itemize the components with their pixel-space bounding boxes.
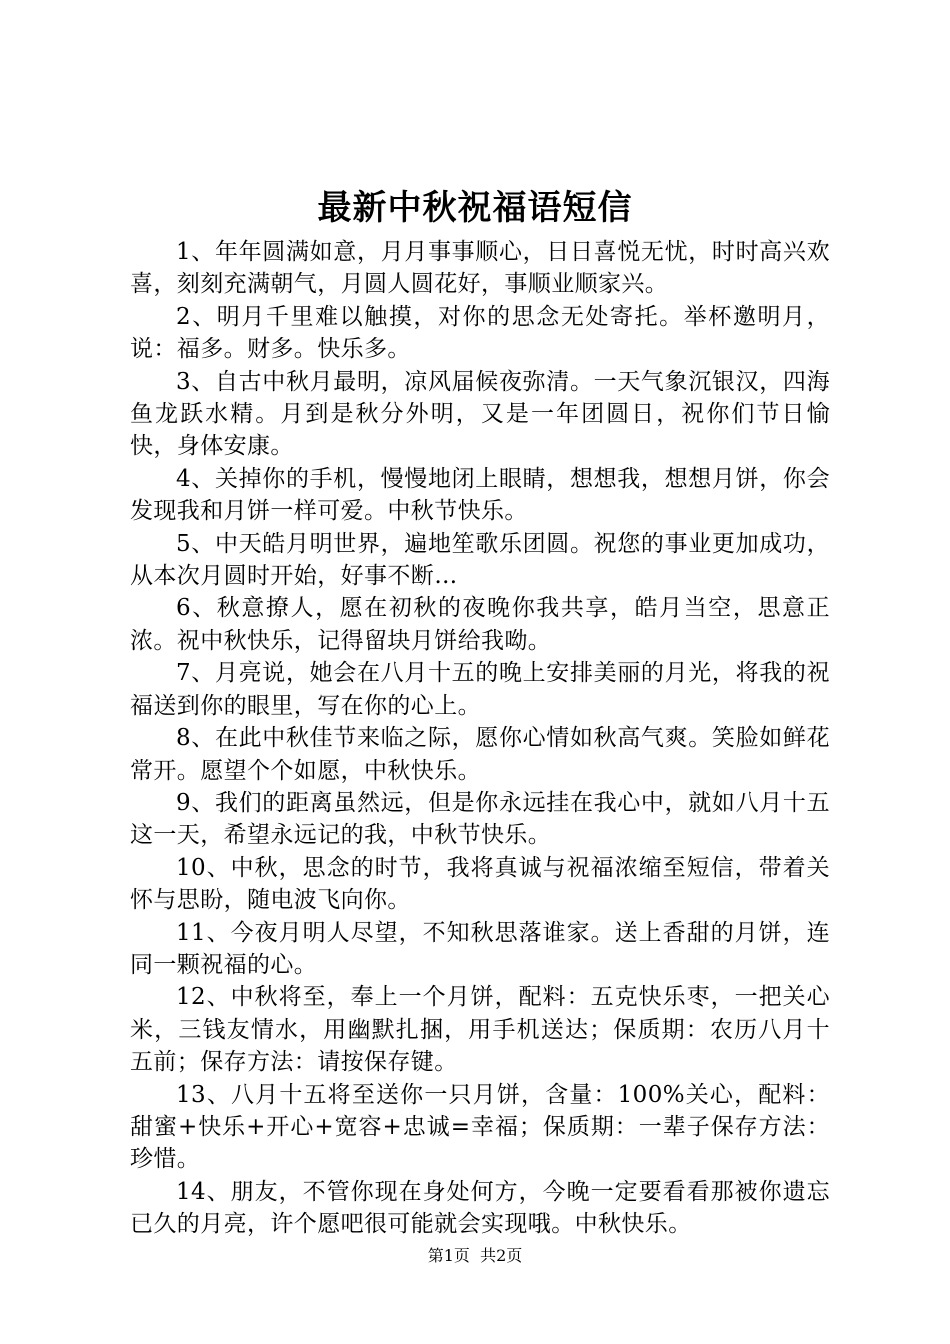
- paragraph-11: 11、今夜月明人尽望，不知秋思落谁家。送上香甜的月饼，连同一颗祝福的心。: [130, 919, 830, 978]
- page-footer: [0, 1244, 950, 1268]
- page-total: 共2页: [480, 1246, 523, 1265]
- paragraph-2: 2、明月千里难以触摸，对你的思念无处寄托。举杯邀明月，说：福多。财多。快乐多。: [130, 303, 830, 363]
- paragraph-1: 1、年年圆满如意，月月事事顺心，日日喜悦无忧，时时高兴欢喜，刻刻充满朝气，月圆人圆花好，事顺业顺家兴。: [130, 239, 830, 298]
- paragraph-10: 10、中秋，思念的时节，我将真诚与祝福浓缩至短信，带着关怀与思盼，随电波飞向你。: [130, 854, 830, 914]
- paragraph-5: 5、中天皓月明世界，遍地笙歌乐团圆。祝您的事业更加成功，从本次月圆时开始，好事不断…: [130, 530, 830, 590]
- paragraph-14: 14、朋友，不管你现在身处何方，今晚一定要看看那被你遗忘已久的月亮，许个愿吧很可能就会实现哦。中秋快乐。: [130, 1178, 830, 1238]
- paragraph-9: 9、我们的距离虽然远，但是你永远挂在我心中，就如八月十五这一天，希望永远记的我，中秋节快乐。: [130, 789, 830, 849]
- paragraph-3: 3、自古中秋月最明，凉风届候夜弥清。一天气象沉银汉，四海鱼龙跃水精。月到是秋分外明，又是一年团圆日，祝你们节日愉快，身体安康。: [130, 368, 830, 460]
- document-title: 最新中秋祝福语短信: [317, 188, 633, 228]
- paragraph-13: 13、八月十五将至送你一只月饼，含量：100%关心，配料：甜蜜+快乐+开心+宽容+忠诚=幸福；保质期：一辈子保存方法：珍惜。: [130, 1081, 830, 1173]
- paragraph-6: 6、秋意撩人，愿在初秋的夜晚你我共享，皓月当空，思意正浓。祝中秋快乐，记得留块月饼给我呦。: [130, 595, 830, 654]
- document-body: [130, 236, 830, 1241]
- paragraph-12: 12、中秋将至，奉上一个月饼，配料：五克快乐枣，一把关心米，三钱友情水，用幽默扎捆，用手机送达；保质期：农历八月十五前；保存方法：请按保存键。: [130, 984, 830, 1076]
- paragraph-8: 8、在此中秋佳节来临之际，愿你心情如秋高气爽。笑脸如鲜花常开。愿望个个如愿，中秋快乐。: [130, 725, 830, 784]
- paragraph-7: 7、月亮说，她会在八月十五的晚上安排美丽的月光，将我的祝福送到你的眼里，写在你的心上。: [130, 660, 830, 719]
- paragraph-4: 4、关掉你的手机，慢慢地闭上眼睛，想想我，想想月饼，你会发现我和月饼一样可爱。中秋节快乐。: [130, 465, 830, 525]
- page-number: 第1页: [427, 1246, 470, 1265]
